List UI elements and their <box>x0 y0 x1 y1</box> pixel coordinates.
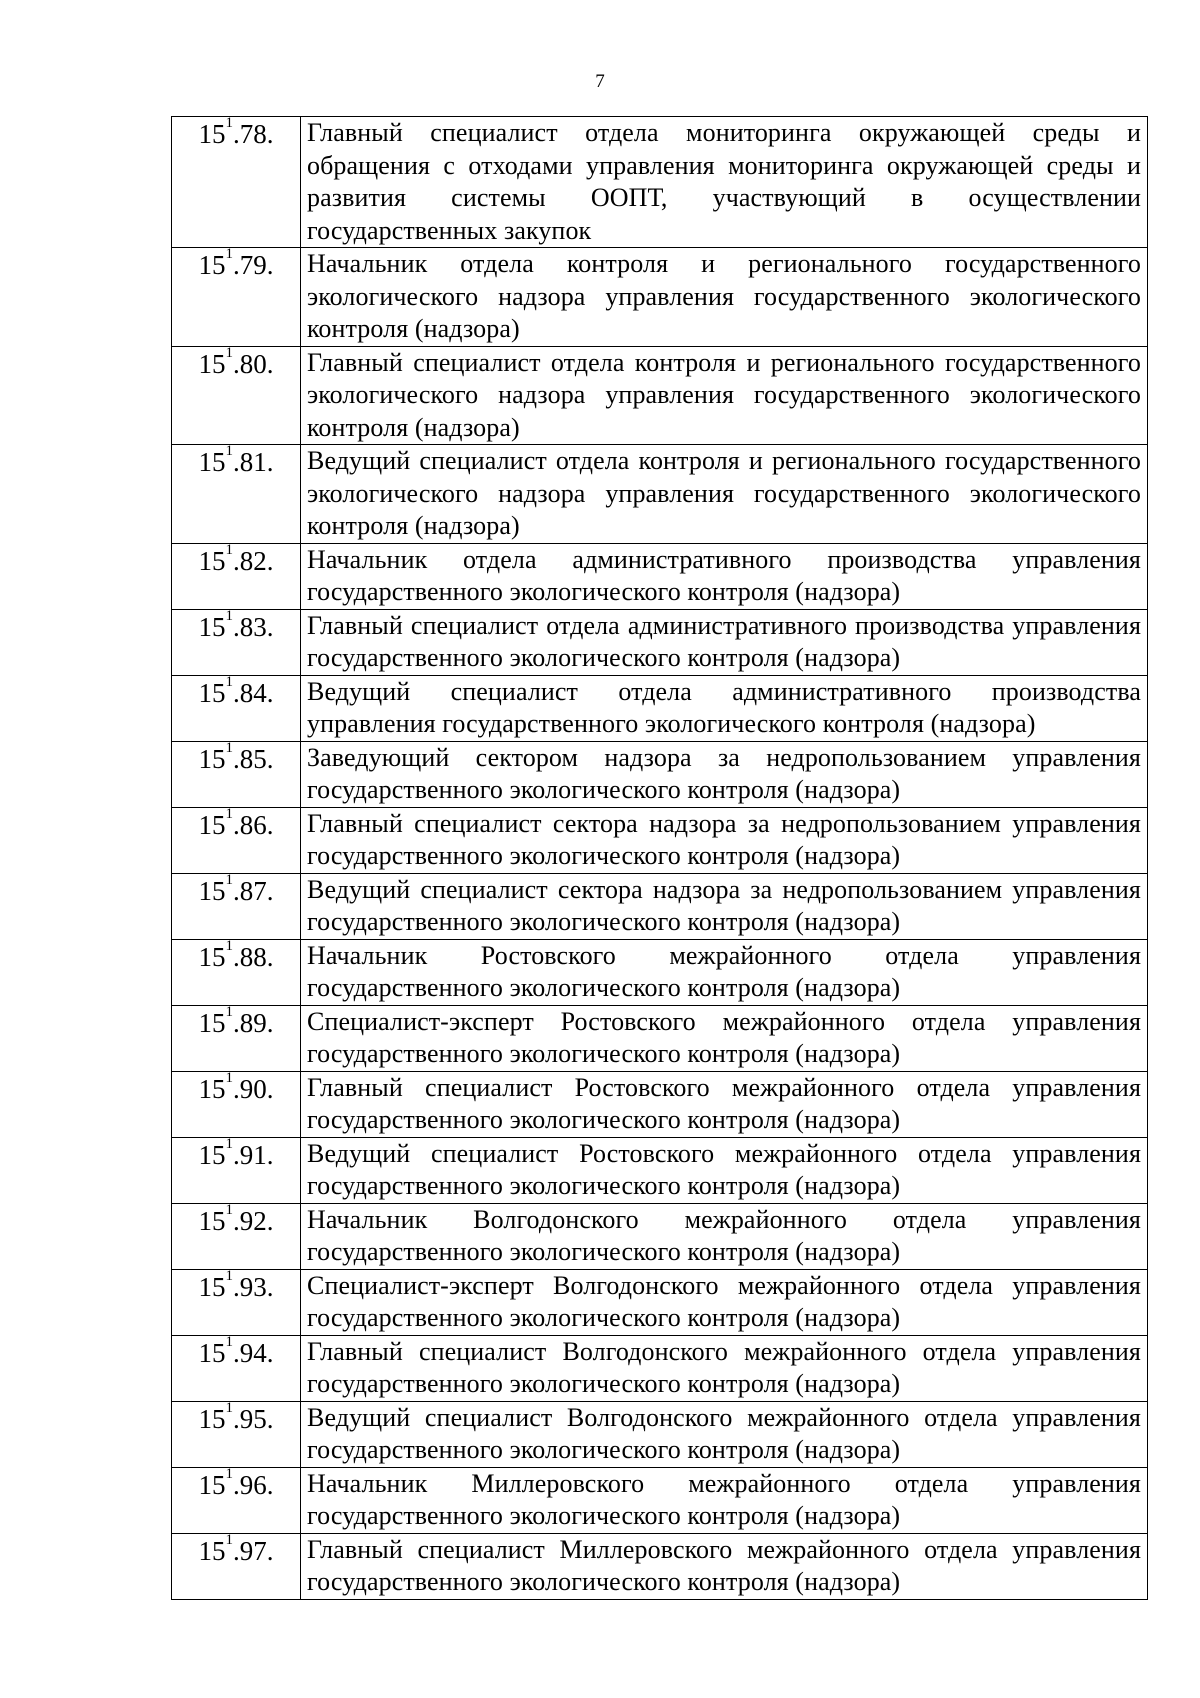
item-number-prefix: 15 <box>198 677 226 708</box>
item-number-superscript: 1 <box>225 1135 233 1152</box>
item-number-suffix: .85. <box>233 743 274 774</box>
item-number-superscript: 1 <box>225 739 233 756</box>
table-row <box>172 1269 1148 1335</box>
position-title: Главный специалист Миллеровского межрайонного отдела управления государственного экологического контроля (надзора) <box>301 1533 1148 1599</box>
item-number-suffix: .91. <box>233 1139 274 1170</box>
position-title: Заведующий сектором надзора за недропользованием управления государственного экологического контроля (надзора) <box>301 741 1148 807</box>
position-title: Начальник Миллеровского межрайонного отдела управления государственного экологического контроля (надзора) <box>301 1467 1148 1533</box>
item-number <box>172 609 301 675</box>
table-row <box>172 543 1148 609</box>
position-title: Ведущий специалист отдела контроля и регионального государственного экологического надзора управления государственного экологического контроля (надзора) <box>301 445 1148 544</box>
item-number-suffix: .93. <box>233 1271 274 1302</box>
item-number-superscript: 1 <box>225 1267 233 1284</box>
item-number <box>172 1071 301 1137</box>
table-row <box>172 609 1148 675</box>
position-title: Начальник Ростовского межрайонного отдела управления государственного экологического контроля (надзора) <box>301 939 1148 1005</box>
table-row <box>172 117 1148 248</box>
item-number-superscript: 1 <box>225 1003 233 1020</box>
position-title: Главный специалист Ростовского межрайонного отдела управления государственного экологического контроля (надзора) <box>301 1071 1148 1137</box>
item-number-superscript: 1 <box>225 871 233 888</box>
position-title: Начальник Волгодонского межрайонного отдела управления государственного экологического контроля (надзора) <box>301 1203 1148 1269</box>
position-title: Ведущий специалист отдела административного производства управления государственного экологического контроля (надзора) <box>301 675 1148 741</box>
item-number-prefix: 15 <box>198 348 226 379</box>
item-number-superscript: 1 <box>225 607 233 624</box>
position-title: Начальник отдела административного производства управления государственного экологического контроля (надзора) <box>301 543 1148 609</box>
item-number-superscript: 1 <box>225 443 233 459</box>
table-row <box>172 675 1148 741</box>
item-number-prefix: 15 <box>198 447 226 477</box>
position-title: Специалист-эксперт Волгодонского межрайонного отдела управления государственного экологического контроля (надзора) <box>301 1269 1148 1335</box>
item-number-superscript: 1 <box>225 246 233 262</box>
item-number <box>172 939 301 1005</box>
item-number <box>172 1203 301 1269</box>
item-number-suffix: .90. <box>233 1073 274 1104</box>
item-number-prefix: 15 <box>198 743 226 774</box>
positions-table-body <box>172 117 1148 1600</box>
position-title: Начальник отдела контроля и регионального государственного экологического надзора управления государственного экологического контроля (надзора) <box>301 248 1148 347</box>
item-number <box>172 873 301 939</box>
item-number-superscript: 1 <box>225 1465 233 1482</box>
table-row <box>172 346 1148 445</box>
item-number-superscript: 1 <box>225 805 233 822</box>
item-number-suffix: .78. <box>233 119 274 149</box>
item-number-suffix: .96. <box>233 1469 274 1500</box>
item-number <box>172 445 301 544</box>
table-row <box>172 1137 1148 1203</box>
position-title: Главный специалист Волгодонского межрайонного отдела управления государственного экологического контроля (надзора) <box>301 1335 1148 1401</box>
item-number <box>172 543 301 609</box>
item-number-superscript: 1 <box>225 937 233 954</box>
table-row <box>172 1533 1148 1599</box>
item-number-superscript: 1 <box>225 541 233 558</box>
table-row <box>172 1005 1148 1071</box>
item-number-prefix: 15 <box>198 1073 226 1104</box>
item-number-suffix: .86. <box>233 809 274 840</box>
item-number-prefix: 15 <box>198 1535 226 1566</box>
item-number-suffix: .87. <box>233 875 274 906</box>
position-title: Ведущий специалист Волгодонского межрайонного отдела управления государственного экологического контроля (надзора) <box>301 1401 1148 1467</box>
item-number-superscript: 1 <box>225 1531 233 1548</box>
item-number-prefix: 15 <box>198 1337 226 1368</box>
item-number-suffix: .84. <box>233 677 274 708</box>
item-number-prefix: 15 <box>198 250 226 280</box>
item-number <box>172 1269 301 1335</box>
table-row <box>172 1467 1148 1533</box>
item-number <box>172 741 301 807</box>
page-number: 7 <box>595 71 605 92</box>
item-number-prefix: 15 <box>198 809 226 840</box>
positions-table <box>171 116 1148 1600</box>
position-title: Главный специалист отдела мониторинга окружающей среды и обращения с отходами управления мониторинга окружающей среды и развития системы ООПТ, участвующий в осуществлении государственных закупок <box>301 117 1148 248</box>
item-number-prefix: 15 <box>198 1469 226 1500</box>
table-row <box>172 1071 1148 1137</box>
item-number-superscript: 1 <box>225 673 233 690</box>
table-row <box>172 807 1148 873</box>
item-number <box>172 675 301 741</box>
item-number <box>172 1335 301 1401</box>
item-number-prefix: 15 <box>198 1205 226 1236</box>
item-number <box>172 117 301 248</box>
item-number-prefix: 15 <box>198 1271 226 1302</box>
item-number-suffix: .82. <box>233 545 274 576</box>
position-title: Главный специалист отдела административного производства управления государственного экологического контроля (надзора) <box>301 609 1148 675</box>
position-title: Главный специалист сектора надзора за недропользованием управления государственного экологического контроля (надзора) <box>301 807 1148 873</box>
table-row <box>172 248 1148 347</box>
position-title: Специалист-эксперт Ростовского межрайонного отдела управления государственного экологического контроля (надзора) <box>301 1005 1148 1071</box>
item-number-suffix: .89. <box>233 1007 274 1038</box>
item-number-superscript: 1 <box>225 1333 233 1350</box>
item-number-superscript: 1 <box>225 1069 233 1086</box>
position-title: Ведущий специалист Ростовского межрайонного отдела управления государственного экологического контроля (надзора) <box>301 1137 1148 1203</box>
item-number-suffix: .83. <box>233 611 274 642</box>
item-number-prefix: 15 <box>198 119 226 149</box>
item-number-superscript: 1 <box>225 115 233 131</box>
item-number-prefix: 15 <box>198 941 226 972</box>
item-number-suffix: .92. <box>233 1205 274 1236</box>
item-number <box>172 346 301 445</box>
item-number-suffix: .94. <box>233 1337 274 1368</box>
table-row <box>172 939 1148 1005</box>
item-number <box>172 1005 301 1071</box>
item-number <box>172 1533 301 1599</box>
item-number <box>172 1137 301 1203</box>
item-number-superscript: 1 <box>225 344 233 361</box>
item-number <box>172 1467 301 1533</box>
item-number-prefix: 15 <box>198 1007 226 1038</box>
item-number-suffix: .80. <box>233 348 274 379</box>
item-number-prefix: 15 <box>198 611 226 642</box>
table-row <box>172 1401 1148 1467</box>
item-number-suffix: .88. <box>233 941 274 972</box>
item-number-suffix: .97. <box>233 1535 274 1566</box>
item-number-prefix: 15 <box>198 875 226 906</box>
position-title: Главный специалист отдела контроля и регионального государственного экологического надзора управления государственного экологического контроля (надзора) <box>301 346 1148 445</box>
item-number <box>172 1401 301 1467</box>
table-row <box>172 873 1148 939</box>
item-number-prefix: 15 <box>198 1139 226 1170</box>
item-number-superscript: 1 <box>225 1201 233 1218</box>
item-number <box>172 248 301 347</box>
table-row <box>172 1203 1148 1269</box>
item-number-superscript: 1 <box>225 1399 233 1416</box>
item-number-suffix: .95. <box>233 1403 274 1434</box>
item-number-suffix: .81. <box>233 447 274 477</box>
item-number-suffix: .79. <box>233 250 274 280</box>
position-title: Ведущий специалист сектора надзора за недропользованием управления государственного экологического контроля (надзора) <box>301 873 1148 939</box>
item-number <box>172 807 301 873</box>
item-number-prefix: 15 <box>198 1403 226 1434</box>
table-row <box>172 445 1148 544</box>
table-row <box>172 741 1148 807</box>
item-number-prefix: 15 <box>198 545 226 576</box>
table-row <box>172 1335 1148 1401</box>
